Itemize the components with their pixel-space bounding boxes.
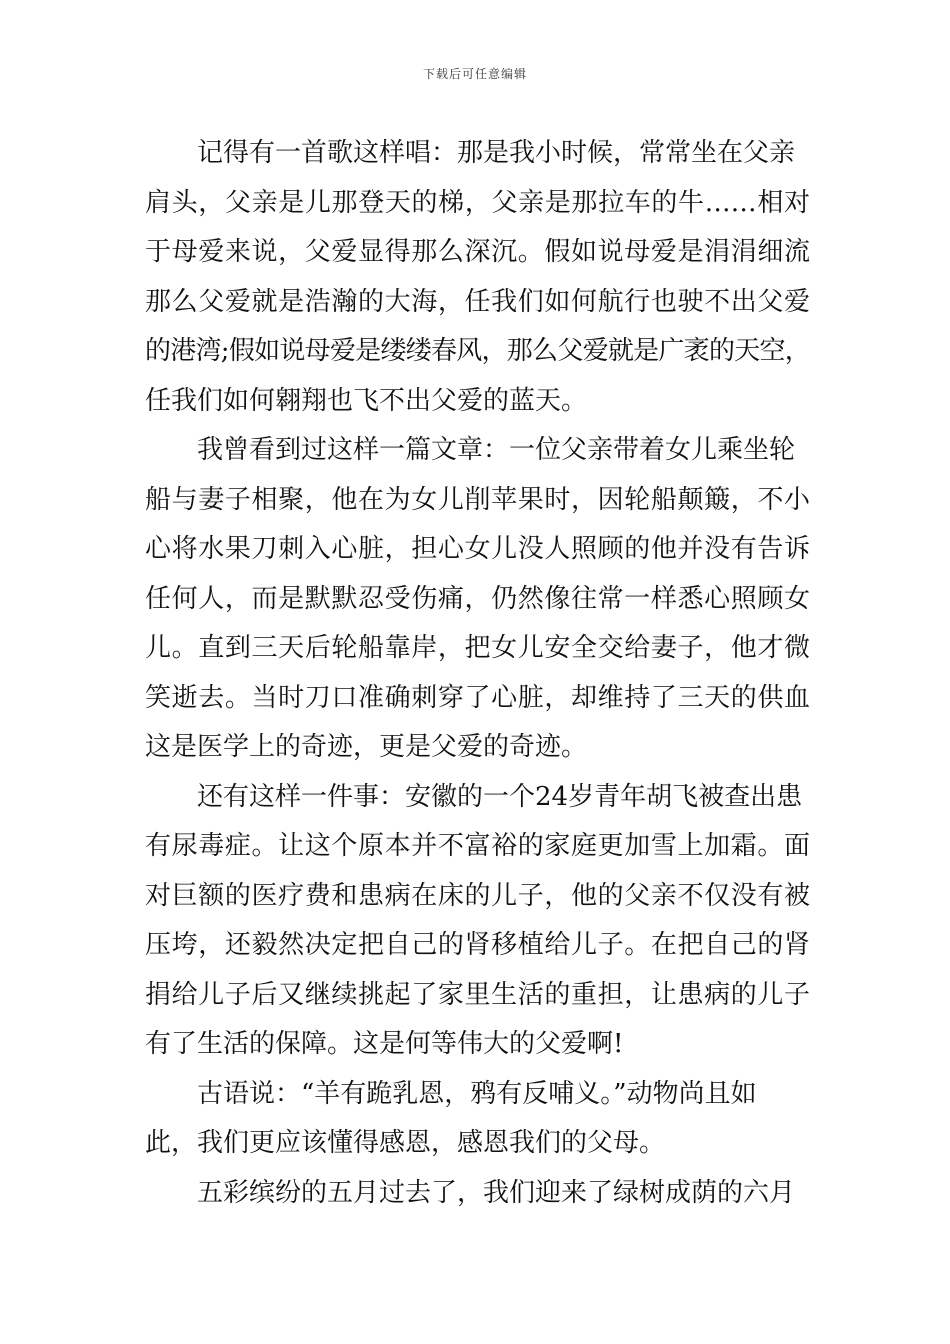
text-line: 笑逝去。当时刀口准确刺穿了心脏，却维持了三天的供血 bbox=[145, 682, 810, 713]
text-line: 压垮，还毅然决定把自己的肾移植给儿子。在把自己的肾 bbox=[145, 930, 810, 960]
text-line: 肩头，父亲是儿那登天的梯，父亲是那拉车的牛……相对 bbox=[145, 187, 810, 218]
text-line: 记得有一首歌这样唱：那是我小时候，常常坐在父亲 bbox=[197, 138, 796, 168]
text-line: 那么父爱就是浩瀚的大海，任我们如何航行也驶不出父爱 bbox=[145, 286, 810, 317]
paragraph-4 bbox=[145, 1070, 810, 1169]
text-line: 船与妻子相聚，他在为女儿削苹果时，因轮船颠簸，不小 bbox=[145, 484, 810, 515]
text-line: 捐给儿子后又继续挑起了家里生活的重担，让患病的儿子 bbox=[145, 979, 810, 1010]
text-line: 任我们如何翱翔也飞不出父爱的蓝天。 bbox=[145, 385, 588, 416]
text-line: 这是医学上的奇迹，更是父爱的奇迹。 bbox=[145, 732, 588, 762]
text-line: 我曾看到过这样一篇文章：一位父亲带着女儿乘坐轮 bbox=[197, 435, 796, 465]
text-line: 任何人，而是默默忍受伤痛，仍然像往常一样悉心照顾女 bbox=[145, 583, 810, 614]
body-text bbox=[145, 129, 810, 1218]
header-note: 下载后可任意编辑 bbox=[422, 67, 527, 81]
paragraph-2 bbox=[145, 426, 810, 773]
text-line: 儿。直到三天后轮船靠岸，把女儿安全交给妻子，他才微 bbox=[145, 633, 810, 663]
text-line: 的港湾;假如说母爱是缕缕春风，那么父爱就是广袤的天空， bbox=[145, 336, 810, 366]
text-line: 对巨额的医疗费和患病在床的儿子，他的父亲不仅没有被 bbox=[145, 880, 810, 911]
text-line: 于母爱来说，父爱显得那么深沉。假如说母爱是涓涓细流 bbox=[145, 237, 810, 267]
text-line: 五彩缤纷的五月过去了，我们迎来了绿树成荫的六月 bbox=[197, 1177, 796, 1208]
paragraph-1 bbox=[145, 129, 810, 426]
text-line: 有尿毒症。让这个原本并不富裕的家庭更加雪上加霜。面 bbox=[145, 831, 810, 861]
text-line: 还有这样一件事：安徽的一个24岁青年胡飞被查出患 bbox=[197, 781, 803, 812]
text-line: 此，我们更应该懂得感恩，感恩我们的父母。 bbox=[145, 1128, 666, 1158]
text-line: 古语说：“羊有跪乳恩，鸦有反哺义。”动物尚且如 bbox=[197, 1078, 757, 1109]
text-line: 心将水果刀刺入心脏，担心女儿没人照顾的他并没有告诉 bbox=[145, 534, 810, 564]
paragraph-3 bbox=[145, 773, 810, 1070]
text-line: 有了生活的保障。这是何等伟大的父爱啊! bbox=[145, 1029, 624, 1059]
paragraph-5 bbox=[145, 1169, 810, 1219]
